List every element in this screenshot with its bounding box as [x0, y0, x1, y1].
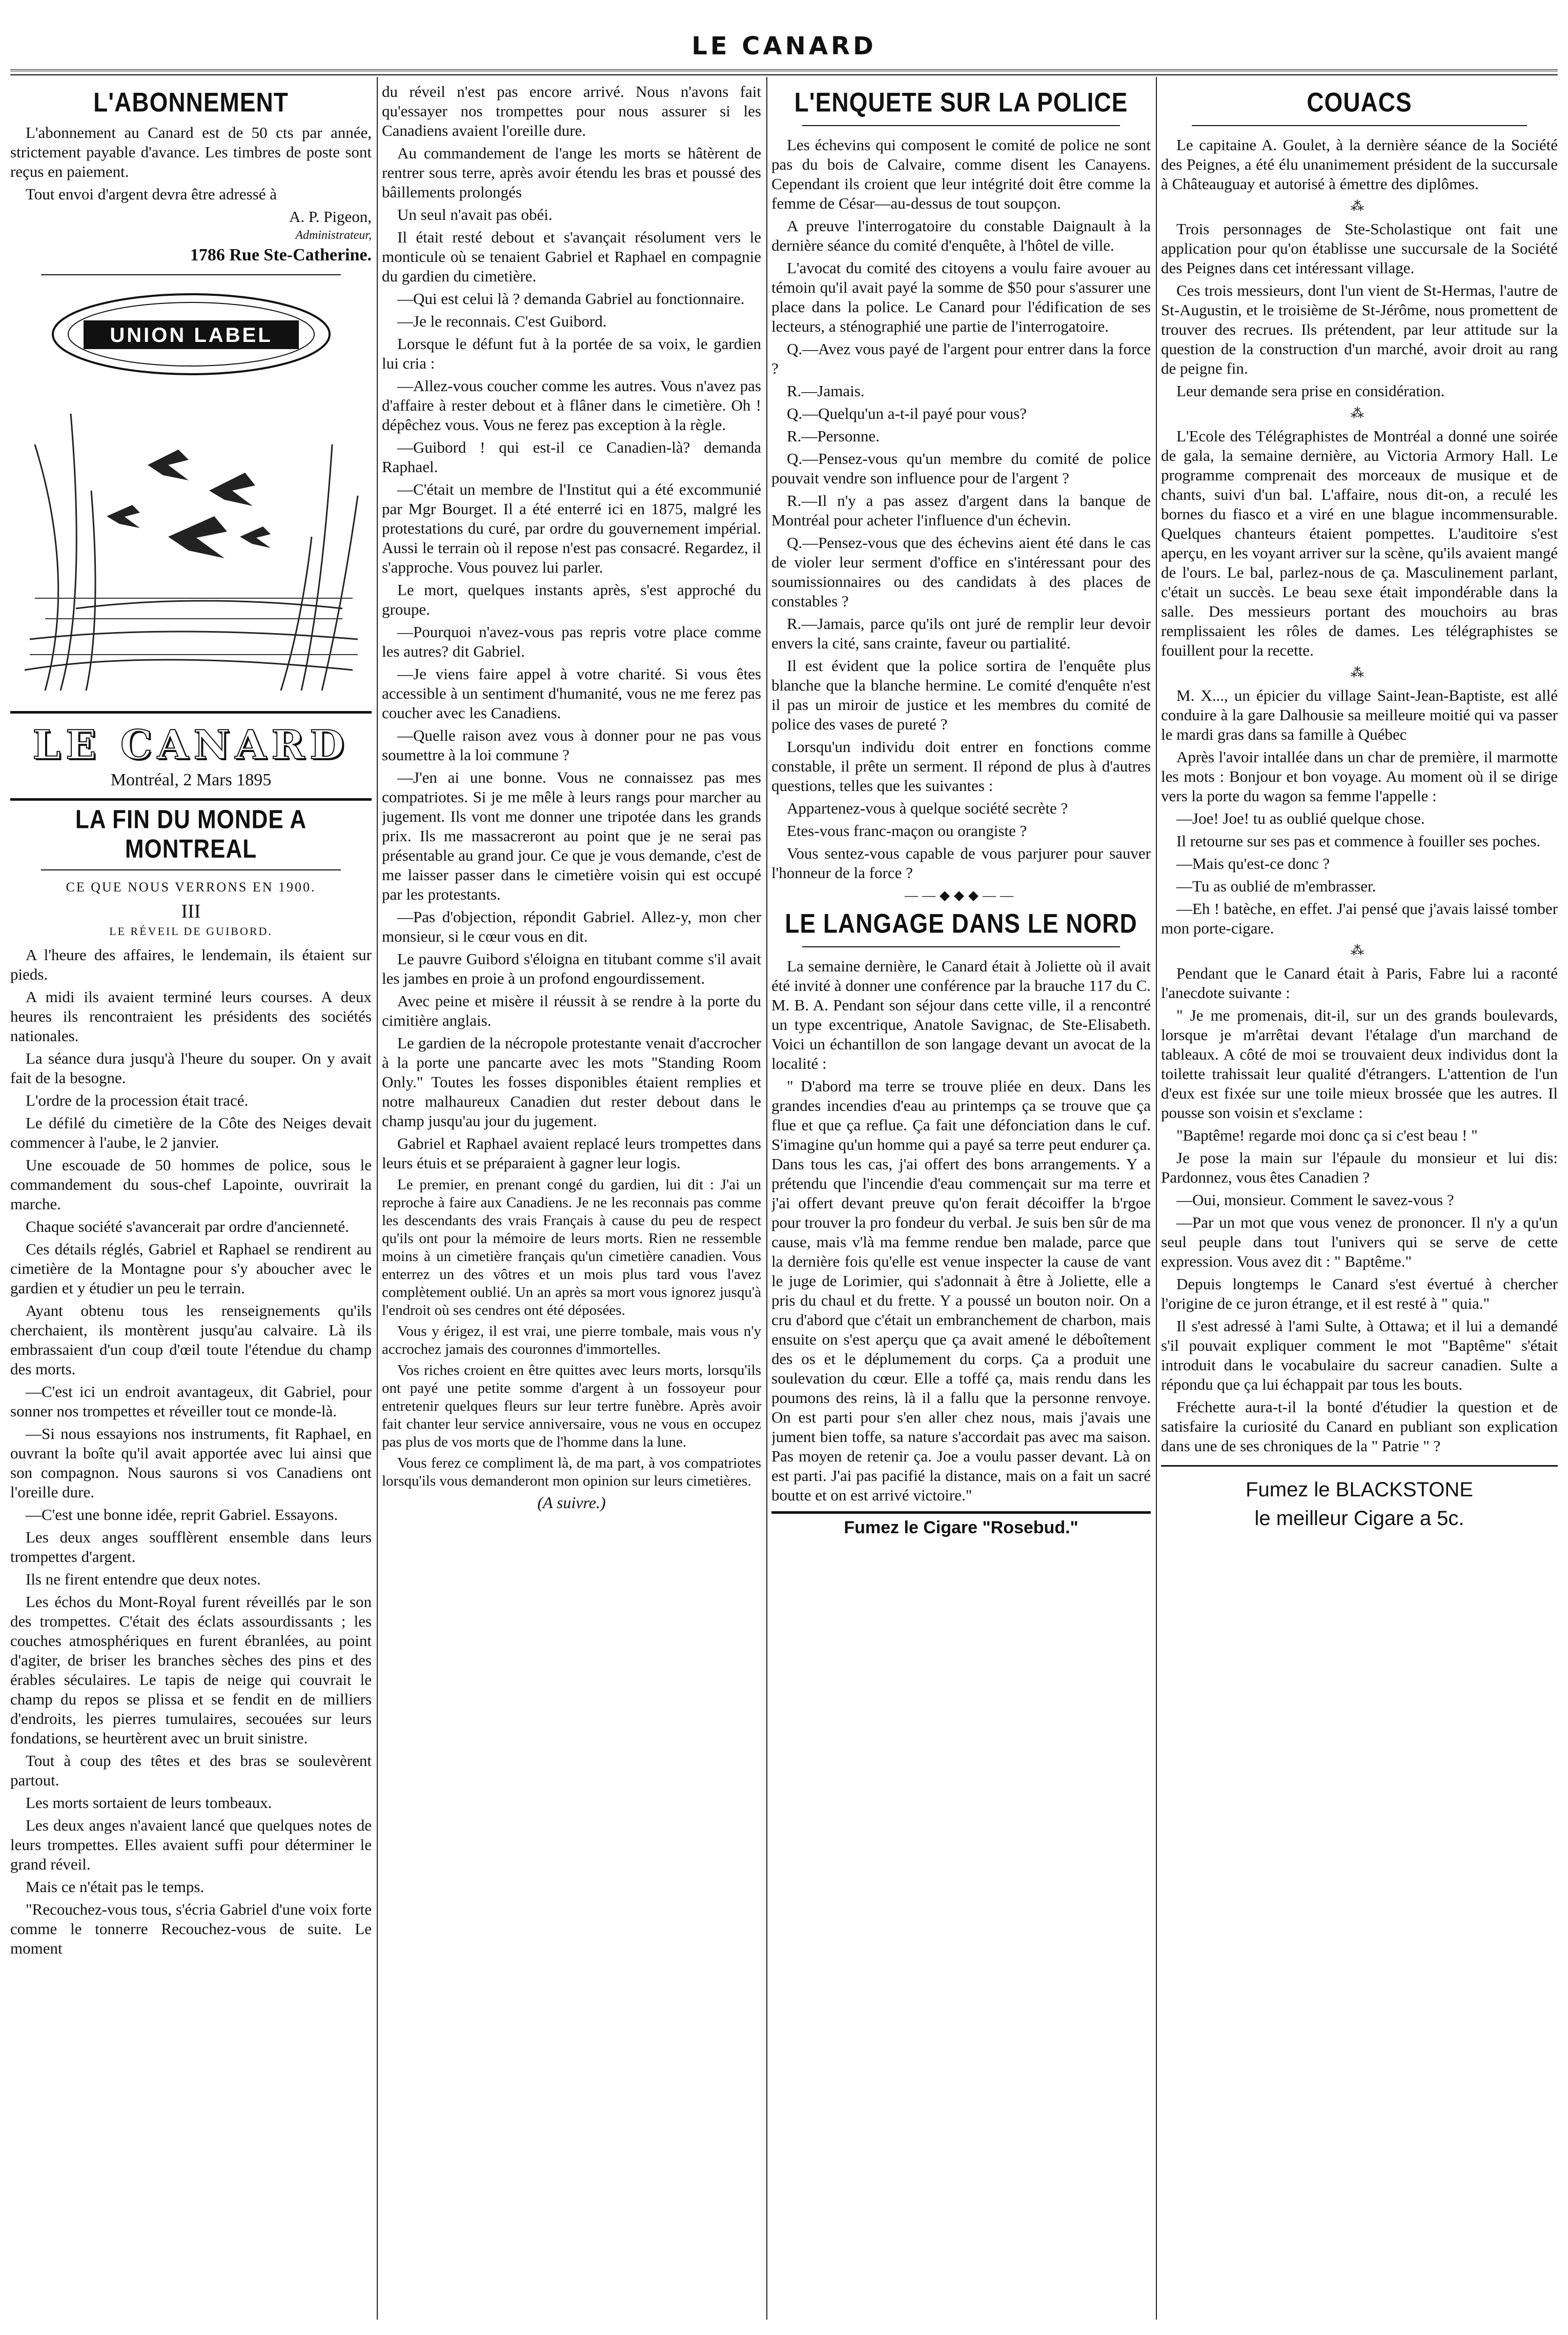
langage-heading: LE LANGAGE DANS LE NORD: [785, 908, 1137, 939]
column-2: [382, 82, 761, 1515]
column-divider: [1156, 77, 1157, 2320]
couacs-item: —Eh ! batèche, en effet. J'ai pensé que j'avais laissé tomber mon porte-cigare.: [1161, 900, 1558, 937]
story-paragraph: Mais ce n'était pas le temps.: [26, 1878, 205, 1896]
abonnement-text: Tout envoi d'argent devra être adressé à: [26, 185, 277, 203]
asterism: ⁂: [1351, 406, 1368, 421]
couacs-item: Je pose la main sur l'épaule du monsieur et lui dis: Pardonnez, vous êtes Canadien ?: [1161, 1149, 1558, 1186]
blackstone-ad: [1161, 1465, 1558, 1531]
story-paragraph: Au commandement de l'ange les morts se hâtèrent de rentrer sous terre, après avoir étendu les bras et poussé des bâillements prolongés: [382, 144, 761, 201]
admin-role: Administrateur,: [295, 229, 372, 242]
story-paragraph: Vos riches croient en être quittes avec leurs morts, lorsqu'ils ont payé une petite somme d'argent à un fossoyeur pour entretenir quelques fleurs sur leur tertre funèbre. Après avoir fait chanter leur service anniversaire, vous ne vous en occupez pas plus de vos morts que de l'homme dans la lune.: [382, 1362, 761, 1450]
ornament-divider: ——◆◆◆——: [905, 888, 1017, 903]
admin-address: 1786 Rue Ste-Catherine.: [190, 246, 372, 265]
article-paragraph: La semaine dernière, le Canard était à Joliette où il avait été invité à donner une conférence par la brauche 117 du C. M. B. A. Pendant son séjour dans cette ville, il a rencontré un type excentrique, Anatole Savignac, de Ste-Elisabeth. Voici un échantillon de son langage devant un avocat de la localité :: [771, 957, 1151, 1072]
story-paragraph: —Guibord ! qui est-il ce Canadien-là? demanda Raphael.: [382, 438, 761, 476]
article-paragraph: Vous sentez-vous capable de vous parjurer pour sauver l'honneur de la force ?: [771, 844, 1151, 882]
story-paragraph: Une escouade de 50 hommes de police, sous le commandement du sous-chef Lapointe, ouvrirait la marche.: [10, 1156, 372, 1213]
union-label-logo: [48, 291, 335, 378]
couacs-item: —Oui, monsieur. Comment le savez-vous ?: [1176, 1191, 1454, 1209]
couacs-item: Pendant que le Canard était à Paris, Fabre lui a raconté l'anecdote suivante :: [1161, 964, 1558, 1002]
couacs-item: Ces trois messieurs, dont l'un vient de St-Hermas, l'autre de St-Augustin, et le troisième de St-Jérôme, nous promettent de trouver des recrues. Ils prétendent, par leur attitude sur la question de la construction d'un marché, avoir droit au rang de peigne fin.: [1161, 281, 1558, 377]
couacs-item: Il s'est adressé à l'ami Sulte, à Ottawa; et il lui a demandé s'il pouvait expliquer comment le mot "Baptême" s'était introduit dans le vocabulaire du sacreur canadien. Sulte a répondu que ça lui échappait par tous les bouts.: [1161, 1317, 1558, 1393]
story-paragraph: —Allez-vous coucher comme les autres. Vous n'avez pas d'affaire à rester debout et à flâner dans le cimetière. Oh ! dépêchez vous. Vous ne ferez pas exception à la règle.: [382, 377, 761, 434]
rosebud-ad: Fumez le Cigare "Rosebud.": [844, 1518, 1078, 1537]
story-paragraph: du réveil n'est pas encore arrivé. Nous n'avons fait qu'essayer nos trompettes pour nous assurer si les Canadiens avaient l'oreille dure.: [382, 83, 761, 139]
article-paragraph: R.—Jamais.: [787, 382, 865, 400]
couacs-item: Le capitaine A. Goulet, à la dernière séance de la Société des Peignes, a été élu unanimement président de la succursale à Châteauguay et autorisé à émettre des diplômes.: [1161, 136, 1558, 193]
story-paragraph: A l'heure des affaires, le lendemain, ils étaient sur pieds.: [10, 946, 372, 983]
story-paragraph: Ils ne firent entendre que deux notes.: [26, 1570, 261, 1588]
story-paragraph: Les échos du Mont-Royal furent réveillés par le son des trompettes. C'était des éclats assourdissants ; les couches atmosphériques en furent ébranlées, au point d'agiter, de briser les branches sèches des pins et des érables séculaires. Le tapis de neige qui couvrait le champ du repos se plissa et se fendit en de milliers d'endroits, les pierres tumulaires, secouées sur leurs fondations, se heurtèrent avec un bruit sinistre.: [10, 1593, 372, 1747]
couacs-item: M. X..., un épicier du village Saint-Jean-Baptiste, est allé conduire à la gare Dalhousie sa meilleure moitié qui va passer le mardi gras dans sa famille à Québec: [1161, 686, 1558, 743]
story-paragraph: Ces détails réglés, Gabriel et Raphael se rendirent au cimetière de la Montagne pour s'y aboucher avec le gardien et y étudier un peu le terrain.: [10, 1240, 372, 1297]
story-heading: LA FIN DU MONDE A MONTREAL: [75, 805, 307, 864]
to-be-continued: (A suivre.): [537, 1493, 606, 1512]
article-paragraph: A preuve l'interrogatoire du constable Daignault à la dernière séance du comité d'enquête, à l'hôtel de ville.: [771, 217, 1151, 254]
article-paragraph: R.—Jamais, parce qu'ils ont juré de remplir leur devoir envers la cité, sans crainte, faveur ou partialité.: [771, 615, 1151, 652]
couacs-item: Fréchette aura-t-il la bonté d'étudier la question et de satisfaire la curiosité du Canard en publiant son explication dans une de ses chroniques de la " Patrie " ?: [1161, 1398, 1558, 1455]
couacs-item: —Par un mot que vous venez de prononcer. Il n'y a qu'un seul peuple dans tout l'univers qui se serve de cette expression. Vous avez dit : " Baptême.": [1161, 1213, 1558, 1270]
story-paragraph: —C'est une bonne idée, reprit Gabriel. Essayons.: [26, 1506, 338, 1524]
story-paragraph: —Pourquoi n'avez-vous pas repris votre place comme les autres? dit Gabriel.: [382, 623, 761, 660]
story-paragraph: —Pas d'objection, répondit Gabriel. Allez-y, mon cher monsieur, si le cœur vous en dit.: [382, 908, 761, 945]
couacs-item: Après l'avoir intallée dans un char de première, il marmotte les mots : Bonjour et bon voyage. Au moment où il se dirige vers la porte du wagon sa femme l'appelle :: [1161, 748, 1558, 805]
asterism: ⁂: [1351, 199, 1368, 214]
ducks-engraving: [14, 383, 368, 701]
story-paragraph: Les deux anges n'avaient lancé que quelques notes de leurs trompettes. Elles avaient suffi pour déterminer le grand réveil.: [10, 1816, 372, 1873]
couacs-item: —Joe! Joe! tu as oublié quelque chose.: [1176, 809, 1425, 827]
divider: [802, 946, 1120, 947]
divider: [10, 711, 372, 714]
chapter-number: III: [181, 901, 201, 922]
admin-name: A. P. Pigeon,: [289, 208, 372, 226]
abonnement-heading: L'ABONNEMENT: [93, 87, 289, 117]
story-paragraph: —Si nous essayions nos instruments, fit Raphael, en ouvrant la boîte qu'il avait apportée avec lui ainsi que son compagnon. Nous saurons si vos Canadiens ont l'oreille dure.: [10, 1425, 372, 1501]
story-paragraph: Les morts sortaient de leurs tombeaux.: [26, 1794, 272, 1812]
couacs-item: —Mais qu'est-ce donc ?: [1176, 855, 1330, 872]
story-paragraph: —Quelle raison avez vous à donner pour ne pas vous soumettre à la loi commune ?: [382, 726, 761, 764]
couacs-item: " Je me promenais, dit-il, sur un des grands boulevards, lorsque je m'arrêtai devant l'étalage d'un marchand de tableaux. A côté de moi se trouvaient deux individus dont la toilette trahissait leur qualité d'étrangers. L'attention de l'un d'eux est fixée sur une toile mieux brossée que les autres. Il pousse son voisin et s'exclame :: [1161, 1006, 1558, 1122]
story-paragraph: Tout à coup des têtes et des bras se soulevèrent partout.: [10, 1752, 372, 1789]
couacs-item: "Baptême! regarde moi donc ça si c'est beau ! ": [1176, 1126, 1478, 1144]
masthead: LE CANARD: [691, 32, 877, 60]
couacs-item: Il retourne sur ses pas et commence à fouiller ses poches.: [1176, 832, 1541, 850]
story-paragraph: —C'était un membre de l'Institut qui a été excommunié par Mgr Bourget. Il a été enterré ici en 1875, malgré les protestations du curé, par ordre du gouvernement impérial. Aussi le terrain où il repose n'est pas consacré. Regardez, il s'approche. Vous pouvez lui parler.: [382, 480, 761, 576]
article-paragraph: Q.—Pensez-vous qu'un membre du comité de police pouvait vendre son influence pour de l'argent ?: [771, 450, 1151, 487]
article-paragraph: Q.—Pensez-vous que des échevins aient été dans le cas de violer leur serment d'office en s'intéressant pour des soumissionnaires ou des candidats à des places de constables ?: [771, 534, 1151, 610]
asterism: ⁂: [1351, 665, 1368, 680]
masthead-rule: [10, 69, 1558, 75]
story-paragraph: Lorsque le défunt fut à la portée de sa voix, le gardien lui cria :: [382, 335, 761, 372]
divider: [771, 1511, 1151, 1514]
story-paragraph: Le gardien de la nécropole protestante venait d'accrocher à la porte une pancarte avec les mots "Standing Room Only." Toutes les fosses disponibles étaient remplies et notre malhaureux Canadien dut rester debout dans le champ jusqu'au jour du jugement.: [382, 1034, 761, 1130]
story-paragraph: Un seul n'avait pas obéi.: [397, 206, 553, 224]
column-3: [771, 82, 1151, 1541]
story-paragraph: —Je le reconnais. C'est Guibord.: [397, 312, 607, 330]
story-paragraph: A midi ils avaient terminé leurs courses. A deux heures ils rencontraient les présidents des sociétés nationales.: [10, 988, 372, 1045]
story-paragraph: —Je viens faire appel à votre charité. Si vous êtes accessible à un sentiment d'humanité, vous ne me ferez pas coucher avec les Canadiens.: [382, 665, 761, 722]
union-label-text: UNION LABEL: [109, 324, 273, 347]
story-paragraph: Chaque société s'avancerait par ordre d'ancienneté.: [26, 1217, 349, 1235]
abonnement-text: L'abonnement au Canard est de 50 cts par année, strictement payable d'avance. Les timbres de poste sont reçus en paiement.: [10, 124, 372, 180]
story-paragraph: "Recouchez-vous tous, s'écria Gabriel d'une voix forte comme le tonnerre Recouchez-vous de suite. Le moment: [10, 1900, 372, 1957]
article-paragraph: R.—Il n'y a pas assez d'argent dans la banque de Montréal pour acheter l'influence d'un échevin.: [771, 492, 1151, 529]
divider: [10, 798, 372, 801]
divider: [41, 274, 341, 275]
story-paragraph: —C'est ici un endroit avantageux, dit Gabriel, pour sonner nos trompettes et réveiller tout ce monde-là.: [10, 1383, 372, 1420]
story-paragraph: Vous ferez ce compliment là, de ma part, à vos compatriotes lorsqu'ils vous demanderont mon opinion sur leurs cimetières.: [382, 1455, 761, 1489]
story-paragraph: Le mort, quelques instants après, s'est approché du groupe.: [382, 581, 761, 618]
story-paragraph: Le défilé du cimetière de la Côte des Neiges devait commencer à l'aube, le 2 janvier.: [10, 1114, 372, 1151]
story-paragraph: Avec peine et misère il réussit à se rendre à la porte du cimitière anglais.: [382, 992, 761, 1029]
story-paragraph: —Qui est celui là ? demanda Gabriel au fonctionnaire.: [397, 290, 745, 308]
article-paragraph: Lorsqu'un individu doit entrer en fonctions comme constable, il prête un serment. Il répond de plus à d'autres questions, telles que les suivantes :: [771, 738, 1151, 795]
divider: [802, 125, 1120, 126]
article-paragraph: Q.—Avez vous payé de l'argent pour entrer dans la force ?: [771, 340, 1151, 377]
article-paragraph: R.—Personne.: [787, 427, 880, 445]
story-paragraph: Gabriel et Raphael avaient replacé leurs trompettes dans leurs étuis et se préparaient à gagner leur logis.: [382, 1134, 761, 1172]
story-paragraph: Ayant obtenu tous les renseignements qu'ils cherchaient, ils montèrent jusqu'au calvaire. Là ils embrassaient d'un coup d'œil toute l'étendue du champ des morts.: [10, 1302, 372, 1378]
story-paragraph: Il était resté debout et s'avançait résolument vers le monticule où se tenaient Gabriel et Raphael en compagnie du gardien du cimetière.: [382, 228, 761, 285]
couacs-heading: COUACS: [1307, 87, 1412, 117]
article-paragraph: Q.—Quelqu'un a-t-il payé pour vous?: [787, 404, 1027, 422]
paper-title: LE CANARD: [32, 722, 350, 768]
couacs-item: —Tu as oublié de m'embrasser.: [1176, 877, 1376, 895]
article-paragraph: Appartenez-vous à quelque société secrète ?: [787, 799, 1068, 817]
dateline: Montréal, 2 Mars 1895: [110, 770, 272, 789]
article-paragraph: " D'abord ma terre se trouve pliée en deux. Dans les grandes incendies d'eau au printemps ça se trouve que ça flue et que ça reflue. Ça fait une défonciation dans le cuf. S'imagine qu'un homme qui a payé sa terre peut endurer ça. Dans tous les cas, j'ai offert des bons arrangements. Y a prétendu que l'incendie d'eau commençait sur ma terre et j'ai offert devant preuve qu'on ferait décoiffer la b'rgoe pour trouver la pro fondeur du verbal. Je suis ben sûr de ma cause, mais v'là ma femme rendue ben malade, parce que la dernière fois qu'elle est venue inspecter la cause de vant le juge de Lorimier, qui s'adonnait à être à Joliette, elle a pris du chaul et du frette. Y a poussé un bouton noir. On a cru d'abord que c'était un embranchement de charbon, mais ensuite on s'est aperçu que ça avait amené le déboîtement des os et le déplumement du corps. Ça a produit une soulevation du cœur. Elle a toffé ça, mais rendu dans les poumons des reins, là il a fallu que la personne renvoye. On est parti pour s'en aller chez nous, mais j'avais une jument bien toffe, sa nature s'accordait pas avec ma saison. Pas moyen de retenir ça. Joe a voulu passer devant. Là on est parti. J'ai pas pacifié la distance, mais on a fait un sacré boutte et on est arrivé victoire.": [771, 1077, 1151, 1504]
couacs-item: L'Ecole des Télégraphistes de Montréal a donné une soirée de gala, la semaine dernière, au Victoria Armory Hall. Le programme comprenait des morceaux de musique et de chants, suivi d'un bal. L'affaire, nous dit-on, a reculé les bornes du fiasco et a viré en une blague incommensurable. Quelques chanteurs étaient pompettes. L'auditoire s'est aperçu, en les voyant arriver sur la scène, qu'ils avaient mangé de l'ours. Le bal, parlez-nous de ça. Masculinement parlant, c'était un succès. Le beau sexe était impondérable dans la salle. Des messieurs portant des mouchoirs au bras remplissaient les rôles de dames. Les télégraphistes se fouillent pour la recette.: [1161, 427, 1558, 659]
story-paragraph: L'ordre de la procession était tracé.: [26, 1091, 249, 1109]
story-paragraph: La séance dura jusqu'à l'heure du souper. On y avait fait de la besogne.: [10, 1049, 372, 1087]
enquete-heading: L'ENQUETE SUR LA POLICE: [794, 87, 1128, 117]
couacs-item: Leur demande sera prise en considération.: [1176, 382, 1445, 400]
story-paragraph: —J'en ai une bonne. Vous ne connaissez pas mes compatriotes. Si je me mêle à leurs rangs pour marcher au jugement. Ils vont me donner une tripotée dans les grands prix. Ils me massacreront au point que je ne serai pas présentable au grand jour. Ce que je vous demande, c'est de me laisser passer dans le cimetière voisin qui est occupé par les protestants.: [382, 768, 761, 903]
story-paragraph: Le premier, en prenant congé du gardien, lui dit : J'ai un reproche à faire aux Canadiens. Je ne les reconnais pas comme les descendants des vrais Français à cause du peu de respect qu'ils ont pour la mémoire de leurs morts. Rien ne ressemble moins à un cimetière français qu'un cimetière canadien. Vous enterrez un des vôtres et un mois plus tard vous l'avez complètement oublié. Un an après sa mort vous ignorez jusqu'à l'endroit où ses cendres ont été déposées.: [382, 1176, 761, 1318]
article-paragraph: L'avocat du comité des citoyens a voulu faire avouer au témoin qu'il avait payé la somme de $50 pour s'assurer une place dans la police. Le Canard pour l'édification de ses lecteurs, a sténographié une partie de l'interrogatoire.: [771, 259, 1151, 335]
story-paragraph: Les deux anges soufflèrent ensemble dans leurs trompettes d'argent.: [10, 1528, 372, 1566]
article-paragraph: Les échevins qui composent le comité de police ne sont pas du bois de Calvaire, comme disent les Canayens. Cependant ils croient que leur intégrité doit être comme la femme de César—au-dessus de tout soupçon.: [771, 136, 1151, 212]
chapter-title: LE RÉVEIL DE GUIBORD.: [109, 925, 273, 938]
column-divider: [377, 77, 378, 2320]
divider: [1192, 125, 1527, 126]
column-1: [10, 82, 372, 1961]
couacs-item: Depuis longtemps le Canard s'est évertué à chercher l'origine de ce juron étrange, et il est resté à " quia.": [1161, 1275, 1558, 1312]
divider: [41, 869, 341, 870]
asterism: ⁂: [1351, 943, 1368, 958]
couacs-item: Trois personnages de Ste-Scholastique ont fait une application pour qu'on établisse une succursale de la Société des Peignes dans cet intéressant village.: [1161, 220, 1558, 277]
column-divider: [766, 77, 767, 2320]
article-paragraph: Il est évident que la police sortira de l'enquête plus blanche que la blanche hermine. Le comité d'enquête n'est il pas un miroir de justice et les membres du comité de police des vases de pureté ?: [771, 657, 1151, 733]
story-paragraph: Vous y érigez, il est vrai, une pierre tombale, mais vous n'y accrochez jamais des couronnes d'immortelles.: [382, 1323, 761, 1357]
article-paragraph: Etes-vous franc-maçon ou orangiste ?: [787, 822, 1027, 840]
story-subtitle: CE QUE NOUS VERRONS EN 1900.: [66, 880, 316, 895]
column-4: [1161, 82, 1558, 1534]
ad-line: Fumez le BLACKSTONE: [1246, 1478, 1473, 1501]
union-label-icon: [48, 291, 335, 378]
story-paragraph: Le pauvre Guibord s'éloigna en titubant comme s'il avait les jambes en proie à un profond engourdissement.: [382, 950, 761, 987]
ad-line: le meilleur Cigare a 5c.: [1254, 1507, 1464, 1530]
